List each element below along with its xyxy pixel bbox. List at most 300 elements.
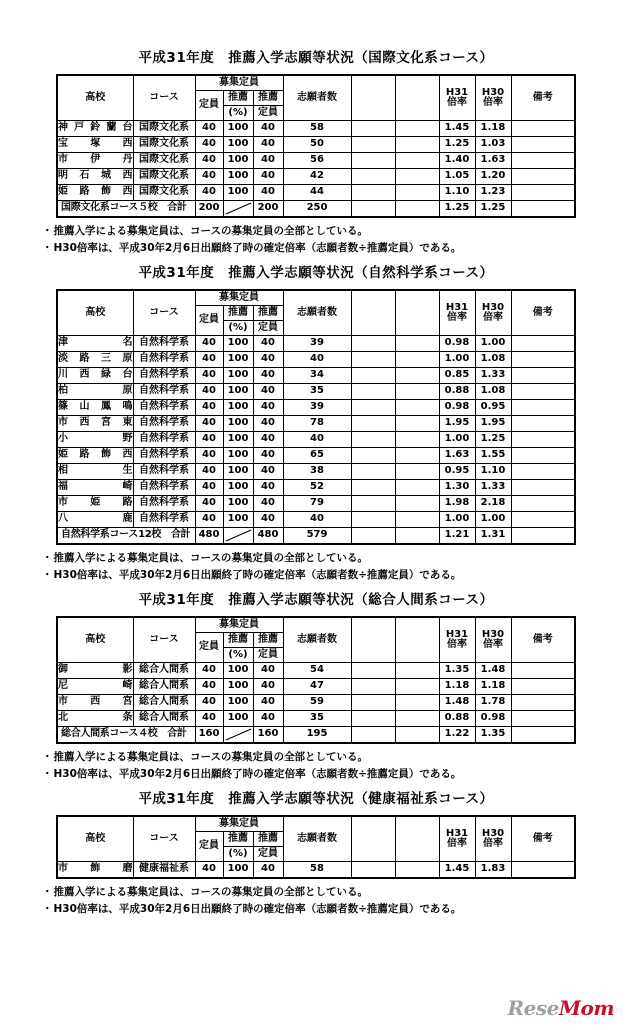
cell-school: 相生: [57, 464, 133, 480]
cell-total-applicants: 195: [283, 727, 351, 744]
cell-applicants: 35: [283, 384, 351, 400]
cell-recommend-capacity: 40: [253, 679, 283, 695]
section-international-culture: [28, 46, 604, 255]
cell-remarks: [511, 352, 575, 368]
cell-applicants: 38: [283, 464, 351, 480]
header-remarks: 備考: [511, 290, 575, 336]
cell-h30: 1.33: [475, 480, 511, 496]
header-recommend-pct-1: 推薦: [223, 91, 253, 106]
cell-h30: 1.48: [475, 663, 511, 679]
table-total-row: [57, 727, 575, 744]
cell-total-remarks: [511, 727, 575, 744]
header-course: コース: [133, 75, 195, 121]
cell-applicants: 58: [283, 862, 351, 879]
cell-school: 姫路飾西: [57, 185, 133, 201]
cell-course: 総合人間系: [133, 663, 195, 679]
cell-blank-1: [351, 679, 395, 695]
header-recommend-cap-2: 定員: [253, 648, 283, 663]
cell-total-capacity: 200: [195, 201, 223, 218]
header-applicants: 志願者数: [283, 617, 351, 663]
cell-h30: 1.78: [475, 695, 511, 711]
cell-remarks: [511, 400, 575, 416]
data-table: [56, 616, 576, 744]
cell-pct: 100: [223, 384, 253, 400]
cell-pct: 100: [223, 663, 253, 679]
cell-h30: 1.00: [475, 512, 511, 528]
cell-school: 尼崎: [57, 679, 133, 695]
cell-recommend-capacity: 40: [253, 185, 283, 201]
cell-total-applicants: 250: [283, 201, 351, 218]
cell-capacity: 40: [195, 368, 223, 384]
cell-capacity: 40: [195, 384, 223, 400]
table-header-row: [57, 290, 575, 306]
cell-blank-2: [395, 480, 439, 496]
cell-blank-1: [351, 336, 395, 352]
cell-h31: 1.45: [439, 121, 475, 137]
header-recommend-cap-2: 定員: [253, 847, 283, 862]
table-row: [57, 448, 575, 464]
cell-recommend-capacity: 40: [253, 416, 283, 432]
cell-capacity: 40: [195, 336, 223, 352]
cell-applicants: 40: [283, 432, 351, 448]
header-blank-1: [351, 617, 395, 663]
cell-remarks: [511, 416, 575, 432]
header-recruit-group: 募集定員: [195, 617, 283, 633]
cell-blank-1: [351, 528, 395, 545]
cell-course: 自然科学系: [133, 400, 195, 416]
cell-school: 市伊丹: [57, 153, 133, 169]
cell-blank-2: [395, 137, 439, 153]
table-row: [57, 169, 575, 185]
header-h30-ratio: H30 倍率: [475, 290, 511, 336]
cell-h31: 1.00: [439, 352, 475, 368]
cell-pct: 100: [223, 512, 253, 528]
header-school: 高校: [57, 617, 133, 663]
watermark-suffix: Mom: [558, 996, 614, 1020]
cell-school: 神戸鈴蘭台: [57, 121, 133, 137]
cell-recommend-capacity: 40: [253, 384, 283, 400]
cell-total-capacity: 480: [195, 528, 223, 545]
cell-h31: 1.25: [439, 137, 475, 153]
cell-school: 姫路飾西: [57, 448, 133, 464]
header-capacity: 定員: [195, 306, 223, 336]
cell-school: 市西宮東: [57, 416, 133, 432]
cell-remarks: [511, 169, 575, 185]
cell-applicants: 40: [283, 512, 351, 528]
cell-blank-2: [395, 169, 439, 185]
cell-blank-1: [351, 201, 395, 218]
cell-recommend-capacity: 40: [253, 121, 283, 137]
cell-applicants: 44: [283, 185, 351, 201]
cell-course: 自然科学系: [133, 352, 195, 368]
header-remarks: 備考: [511, 75, 575, 121]
cell-course: 自然科学系: [133, 336, 195, 352]
cell-blank-1: [351, 169, 395, 185]
header-recommend-pct-1: 推薦: [223, 306, 253, 321]
table-header-row: [57, 75, 575, 91]
cell-h30: 1.83: [475, 862, 511, 879]
cell-h31: 1.05: [439, 169, 475, 185]
cell-blank-2: [395, 153, 439, 169]
cell-total-label: 自然科学系コース12校 合計: [57, 528, 195, 545]
table-row: [57, 496, 575, 512]
notes-list: [28, 884, 604, 916]
cell-pct: 100: [223, 679, 253, 695]
cell-course: 自然科学系: [133, 464, 195, 480]
header-applicants: 志願者数: [283, 290, 351, 336]
cell-applicants: 42: [283, 169, 351, 185]
cell-total-recommend-capacity: 200: [253, 201, 283, 218]
cell-pct: 100: [223, 169, 253, 185]
cell-blank-1: [351, 663, 395, 679]
section-title: 平成31年度 推薦入学志願等状況（国際文化系コース）: [138, 50, 494, 66]
cell-applicants: 58: [283, 121, 351, 137]
header-recommend-cap-1: 推薦: [253, 306, 283, 321]
cell-school: 淡路三原: [57, 352, 133, 368]
cell-total-h31: 1.22: [439, 727, 475, 744]
cell-recommend-capacity: 40: [253, 368, 283, 384]
cell-blank-2: [395, 416, 439, 432]
cell-remarks: [511, 137, 575, 153]
header-h30-ratio: H30 倍率: [475, 816, 511, 862]
cell-capacity: 40: [195, 137, 223, 153]
cell-blank-1: [351, 512, 395, 528]
cell-total-h30: 1.35: [475, 727, 511, 744]
cell-h30: 1.00: [475, 336, 511, 352]
cell-total-recommend-capacity: 160: [253, 727, 283, 744]
cell-total-remarks: [511, 201, 575, 218]
cell-capacity: 40: [195, 121, 223, 137]
cell-school: 明石城西: [57, 169, 133, 185]
header-capacity: 定員: [195, 832, 223, 862]
cell-course: 自然科学系: [133, 384, 195, 400]
cell-blank-1: [351, 185, 395, 201]
cell-h31: 1.98: [439, 496, 475, 512]
cell-school: 小野: [57, 432, 133, 448]
cell-pct: 100: [223, 416, 253, 432]
cell-capacity: 40: [195, 679, 223, 695]
cell-pct: 100: [223, 352, 253, 368]
cell-h31: 1.40: [439, 153, 475, 169]
table-row: [57, 336, 575, 352]
cell-remarks: [511, 862, 575, 879]
cell-recommend-capacity: 40: [253, 496, 283, 512]
cell-pct: 100: [223, 464, 253, 480]
cell-blank-2: [395, 464, 439, 480]
cell-h31: 0.88: [439, 711, 475, 727]
table-row: [57, 679, 575, 695]
table-row: [57, 512, 575, 528]
cell-h31: 0.88: [439, 384, 475, 400]
cell-total-recommend-capacity: 480: [253, 528, 283, 545]
cell-school: 市姫路: [57, 496, 133, 512]
cell-pct: 100: [223, 432, 253, 448]
cell-h31: 1.48: [439, 695, 475, 711]
cell-blank-2: [395, 679, 439, 695]
cell-course: 総合人間系: [133, 679, 195, 695]
cell-recommend-capacity: 40: [253, 336, 283, 352]
cell-pct: 100: [223, 153, 253, 169]
header-h31-ratio: H31 倍率: [439, 75, 475, 121]
header-school: 高校: [57, 75, 133, 121]
cell-recommend-capacity: 40: [253, 695, 283, 711]
cell-recommend-capacity: 40: [253, 464, 283, 480]
cell-remarks: [511, 336, 575, 352]
section-general-human: [28, 588, 604, 781]
cell-h30: 1.20: [475, 169, 511, 185]
table-row: [57, 384, 575, 400]
cell-pct: 100: [223, 121, 253, 137]
note-item: ・ H30倍率は、平成30年2月6日出願終了時の確定倍率（志願者数÷推薦定員）である。: [42, 567, 604, 582]
header-h31-ratio: H31 倍率: [439, 816, 475, 862]
cell-total-capacity: 160: [195, 727, 223, 744]
header-recommend-pct-2: (%): [223, 321, 253, 336]
cell-recommend-capacity: 40: [253, 862, 283, 879]
cell-blank-1: [351, 368, 395, 384]
note-item: ・ H30倍率は、平成30年2月6日出願終了時の確定倍率（志願者数÷推薦定員）である。: [42, 901, 604, 916]
cell-applicants: 39: [283, 336, 351, 352]
cell-school: 宝塚西: [57, 137, 133, 153]
cell-remarks: [511, 512, 575, 528]
cell-remarks: [511, 368, 575, 384]
cell-total-h30: 1.31: [475, 528, 511, 545]
cell-remarks: [511, 432, 575, 448]
cell-capacity: 40: [195, 400, 223, 416]
cell-capacity: 40: [195, 711, 223, 727]
header-recommend-cap-1: 推薦: [253, 832, 283, 847]
cell-blank-1: [351, 711, 395, 727]
cell-pct: 100: [223, 185, 253, 201]
cell-recommend-capacity: 40: [253, 512, 283, 528]
table-row: [57, 711, 575, 727]
table-total-row: [57, 528, 575, 545]
cell-capacity: 40: [195, 448, 223, 464]
cell-blank-2: [395, 862, 439, 879]
header-recruit-group: 募集定員: [195, 75, 283, 91]
cell-recommend-capacity: 40: [253, 663, 283, 679]
cell-course: 国際文化系: [133, 169, 195, 185]
cell-total-label: 総合人間系コース４校 合計: [57, 727, 195, 744]
cell-applicants: 39: [283, 400, 351, 416]
cell-total-pct-slash: [223, 201, 253, 218]
cell-h30: 1.03: [475, 137, 511, 153]
cell-blank-2: [395, 663, 439, 679]
cell-blank-2: [395, 201, 439, 218]
cell-school: 市飾磨: [57, 862, 133, 879]
cell-blank-1: [351, 384, 395, 400]
header-recommend-cap-2: 定員: [253, 321, 283, 336]
cell-remarks: [511, 711, 575, 727]
table-row: [57, 153, 575, 169]
header-h30-ratio: H30 倍率: [475, 617, 511, 663]
note-item: ・ 推薦入学による募集定員は、コースの募集定員の全部としている。: [42, 223, 604, 238]
cell-applicants: 35: [283, 711, 351, 727]
header-remarks: 備考: [511, 816, 575, 862]
cell-applicants: 59: [283, 695, 351, 711]
notes-list: [28, 223, 604, 255]
cell-blank-1: [351, 464, 395, 480]
cell-school: 御影: [57, 663, 133, 679]
table-row: [57, 400, 575, 416]
header-blank-2: [395, 75, 439, 121]
cell-h30: 1.55: [475, 448, 511, 464]
header-blank-1: [351, 290, 395, 336]
header-recommend-cap-2: 定員: [253, 106, 283, 121]
cell-blank-2: [395, 352, 439, 368]
cell-capacity: 40: [195, 432, 223, 448]
cell-pct: 100: [223, 862, 253, 879]
section-title: 平成31年度 推薦入学志願等状況（総合人間系コース）: [138, 592, 494, 608]
cell-pct: 100: [223, 400, 253, 416]
cell-h31: 1.63: [439, 448, 475, 464]
cell-remarks: [511, 496, 575, 512]
cell-remarks: [511, 153, 575, 169]
table-row: [57, 137, 575, 153]
cell-recommend-capacity: 40: [253, 448, 283, 464]
cell-remarks: [511, 679, 575, 695]
cell-blank-2: [395, 711, 439, 727]
cell-total-applicants: 579: [283, 528, 351, 545]
cell-h30: 1.18: [475, 679, 511, 695]
notes-list: [28, 550, 604, 582]
cell-recommend-capacity: 40: [253, 137, 283, 153]
cell-blank-2: [395, 512, 439, 528]
header-applicants: 志願者数: [283, 75, 351, 121]
data-table: [56, 815, 576, 879]
cell-recommend-capacity: 40: [253, 400, 283, 416]
cell-pct: 100: [223, 496, 253, 512]
cell-blank-2: [395, 400, 439, 416]
note-item: ・ H30倍率は、平成30年2月6日出願終了時の確定倍率（志願者数÷推薦定員）である。: [42, 240, 604, 255]
cell-pct: 100: [223, 695, 253, 711]
cell-total-h31: 1.25: [439, 201, 475, 218]
cell-recommend-capacity: 40: [253, 711, 283, 727]
cell-recommend-capacity: 40: [253, 432, 283, 448]
cell-remarks: [511, 448, 575, 464]
header-blank-2: [395, 816, 439, 862]
note-item: ・ 推薦入学による募集定員は、コースの募集定員の全部としている。: [42, 550, 604, 565]
cell-course: 自然科学系: [133, 416, 195, 432]
cell-school: 北条: [57, 711, 133, 727]
cell-blank-1: [351, 121, 395, 137]
cell-remarks: [511, 480, 575, 496]
cell-applicants: 78: [283, 416, 351, 432]
table-header-row: [57, 617, 575, 633]
header-blank-1: [351, 75, 395, 121]
cell-capacity: 40: [195, 695, 223, 711]
cell-blank-2: [395, 185, 439, 201]
cell-blank-2: [395, 336, 439, 352]
section-natural-science: [28, 261, 604, 582]
section-title: 平成31年度 推薦入学志願等状況（自然科学系コース）: [138, 265, 494, 281]
cell-capacity: 40: [195, 185, 223, 201]
cell-capacity: 40: [195, 862, 223, 879]
header-h31-ratio: H31 倍率: [439, 290, 475, 336]
cell-h31: 1.10: [439, 185, 475, 201]
cell-h31: 0.98: [439, 336, 475, 352]
cell-course: 健康福祉系: [133, 862, 195, 879]
cell-recommend-capacity: 40: [253, 169, 283, 185]
cell-total-pct-slash: [223, 528, 253, 545]
table-row: [57, 862, 575, 879]
cell-total-h30: 1.25: [475, 201, 511, 218]
cell-total-label: 国際文化系コース５校 合計: [57, 201, 195, 218]
section-title: 平成31年度 推薦入学志願等状況（健康福祉系コース）: [138, 791, 494, 807]
cell-remarks: [511, 695, 575, 711]
section-health-welfare: [28, 787, 604, 916]
cell-school: 川西緑台: [57, 368, 133, 384]
cell-applicants: 50: [283, 137, 351, 153]
cell-applicants: 79: [283, 496, 351, 512]
note-item: ・ H30倍率は、平成30年2月6日出願終了時の確定倍率（志願者数÷推薦定員）である。: [42, 766, 604, 781]
cell-course: 国際文化系: [133, 185, 195, 201]
table-row: [57, 121, 575, 137]
note-item: ・ 推薦入学による募集定員は、コースの募集定員の全部としている。: [42, 884, 604, 899]
cell-course: 国際文化系: [133, 121, 195, 137]
cell-pct: 100: [223, 336, 253, 352]
cell-capacity: 40: [195, 663, 223, 679]
table-row: [57, 464, 575, 480]
cell-h30: 1.08: [475, 352, 511, 368]
cell-capacity: 40: [195, 169, 223, 185]
cell-h30: 1.63: [475, 153, 511, 169]
cell-total-remarks: [511, 528, 575, 545]
cell-remarks: [511, 384, 575, 400]
cell-blank-1: [351, 400, 395, 416]
table-row: [57, 663, 575, 679]
cell-h31: 1.95: [439, 416, 475, 432]
table-row: [57, 416, 575, 432]
cell-h30: 1.10: [475, 464, 511, 480]
cell-blank-1: [351, 496, 395, 512]
header-recommend-pct-2: (%): [223, 648, 253, 663]
header-recommend-pct-1: 推薦: [223, 832, 253, 847]
header-applicants: 志願者数: [283, 816, 351, 862]
header-remarks: 備考: [511, 617, 575, 663]
cell-pct: 100: [223, 368, 253, 384]
header-recommend-cap-1: 推薦: [253, 91, 283, 106]
resemom-watermark: [508, 996, 614, 1020]
cell-pct: 100: [223, 480, 253, 496]
cell-h31: 1.00: [439, 512, 475, 528]
cell-pct: 100: [223, 137, 253, 153]
cell-h31: 0.85: [439, 368, 475, 384]
cell-h31: 1.30: [439, 480, 475, 496]
cell-blank-2: [395, 528, 439, 545]
cell-course: 総合人間系: [133, 695, 195, 711]
cell-total-pct-slash: [223, 727, 253, 744]
cell-capacity: 40: [195, 352, 223, 368]
header-recruit-group: 募集定員: [195, 290, 283, 306]
cell-h30: 1.08: [475, 384, 511, 400]
header-course: コース: [133, 617, 195, 663]
table-total-row: [57, 201, 575, 218]
header-blank-2: [395, 617, 439, 663]
cell-capacity: 40: [195, 153, 223, 169]
cell-applicants: 34: [283, 368, 351, 384]
cell-capacity: 40: [195, 496, 223, 512]
header-blank-1: [351, 816, 395, 862]
data-table: [56, 74, 576, 218]
cell-blank-1: [351, 448, 395, 464]
cell-h30: 1.95: [475, 416, 511, 432]
cell-remarks: [511, 464, 575, 480]
cell-h30: 1.18: [475, 121, 511, 137]
cell-course: 自然科学系: [133, 432, 195, 448]
cell-applicants: 47: [283, 679, 351, 695]
cell-blank-1: [351, 695, 395, 711]
cell-blank-2: [395, 121, 439, 137]
